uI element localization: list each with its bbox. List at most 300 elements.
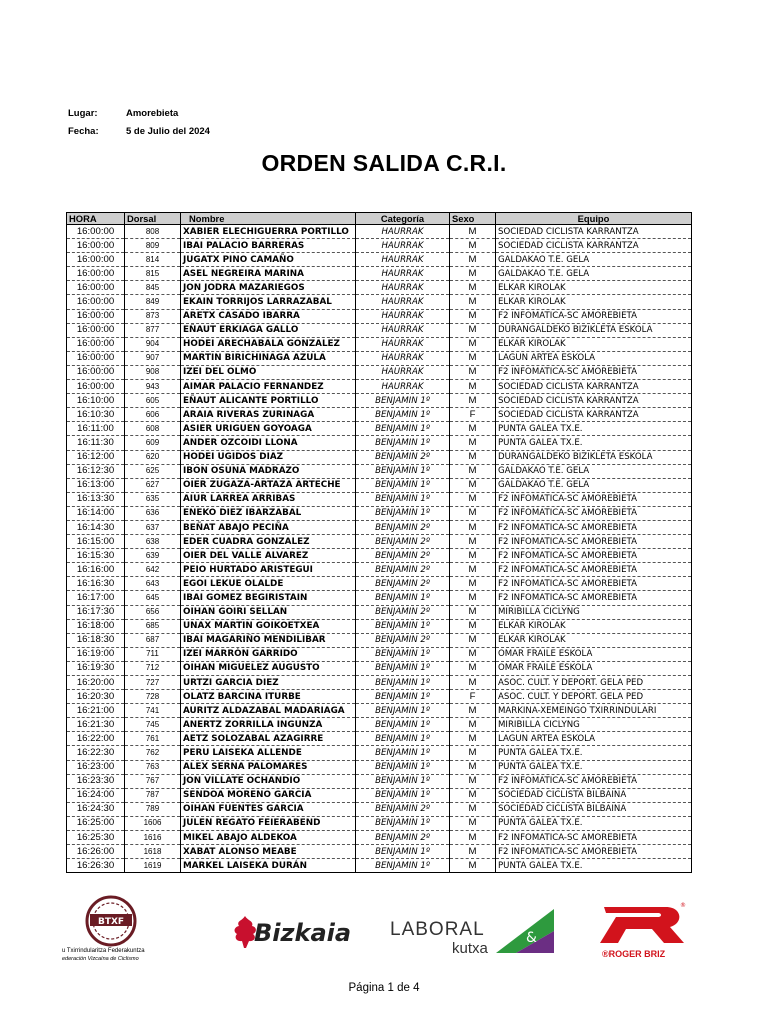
cell-hora: 16:00:00 xyxy=(67,380,125,394)
cell-categoria: BENJAMIN 1º xyxy=(356,647,450,661)
cell-nombre: PERU LAISEKA ALLENDE xyxy=(181,746,356,760)
btxf-logo xyxy=(62,895,192,965)
cell-equipo: GALDAKAO T.E. GELA xyxy=(496,267,692,281)
table-row xyxy=(67,732,692,746)
cell-sexo: M xyxy=(450,295,496,309)
cell-sexo: M xyxy=(450,436,496,450)
cell-hora: 16:22:30 xyxy=(67,746,125,760)
laboral-flag-icon xyxy=(496,909,556,953)
cell-equipo: ELKAR KIROLAK xyxy=(496,619,692,633)
table-row xyxy=(67,788,692,802)
cell-dorsal: 609 xyxy=(125,436,181,450)
cell-categoria: BENJAMIN 1º xyxy=(356,774,450,788)
cell-nombre: ARETX CASADO IBARRA xyxy=(181,309,356,323)
cell-equipo: F2 INFOMATICA-SC AMOREBIETA xyxy=(496,591,692,605)
cell-nombre: ASEL NEGREIRA MARINA xyxy=(181,267,356,281)
cell-dorsal: 656 xyxy=(125,605,181,619)
cell-sexo: M xyxy=(450,619,496,633)
cell-categoria: BENJAMIN 2º xyxy=(356,450,450,464)
svg-text:®: ® xyxy=(680,902,686,909)
cell-equipo: F2 INFOMATICA-SC AMOREBIETA xyxy=(496,520,692,534)
cell-hora: 16:18:30 xyxy=(67,633,125,647)
cell-categoria: BENJAMIN 1º xyxy=(356,661,450,675)
fecha-label: Fecha: xyxy=(68,126,99,137)
cell-categoria: BENJAMIN 1º xyxy=(356,816,450,830)
cell-nombre: JUGATX PINO CAMAÑO xyxy=(181,253,356,267)
cell-equipo: ELKAR KIROLAK xyxy=(496,281,692,295)
cell-nombre: OIER DEL VALLE ALVAREZ xyxy=(181,549,356,563)
cell-dorsal: 908 xyxy=(125,365,181,379)
cell-categoria: HAURRAK xyxy=(356,351,450,365)
cell-nombre: OIHAN FUENTES GARCIA xyxy=(181,802,356,816)
cell-nombre: ENEKO DIEZ IBARZABAL xyxy=(181,506,356,520)
cell-equipo: ASOC. CULT. Y DEPORT. GELA PED xyxy=(496,676,692,690)
cell-hora: 16:13:00 xyxy=(67,478,125,492)
cell-dorsal: 712 xyxy=(125,661,181,675)
table-row xyxy=(67,365,692,379)
table-row xyxy=(67,605,692,619)
cell-sexo: M xyxy=(450,563,496,577)
cell-dorsal: 627 xyxy=(125,478,181,492)
cell-equipo: ELKAR KIROLAK xyxy=(496,633,692,647)
cell-dorsal: 605 xyxy=(125,394,181,408)
cell-categoria: HAURRAK xyxy=(356,295,450,309)
cell-dorsal: 815 xyxy=(125,267,181,281)
cell-sexo: M xyxy=(450,605,496,619)
cell-nombre: XABIER ELECHIGUERRA PORTILLO xyxy=(181,225,356,239)
start-order-table xyxy=(66,212,692,873)
cell-categoria: BENJAMIN 2º xyxy=(356,520,450,534)
table-row xyxy=(67,690,692,704)
cell-equipo: PUNTA GALEA TX.E. xyxy=(496,746,692,760)
cell-nombre: ANDER OZCOIDI LLONA xyxy=(181,436,356,450)
cell-equipo: PUNTA GALEA TX.E. xyxy=(496,422,692,436)
cell-dorsal: 639 xyxy=(125,549,181,563)
cell-hora: 16:00:00 xyxy=(67,225,125,239)
cell-dorsal: 636 xyxy=(125,506,181,520)
cell-categoria: BENJAMIN 1º xyxy=(356,760,450,774)
cell-sexo: M xyxy=(450,760,496,774)
table-row xyxy=(67,816,692,830)
cell-sexo: M xyxy=(450,422,496,436)
cell-equipo: LAGUN ARTEA ESKOLA xyxy=(496,732,692,746)
cell-dorsal: 762 xyxy=(125,746,181,760)
cell-categoria: BENJAMIN 1º xyxy=(356,704,450,718)
cell-dorsal: 687 xyxy=(125,633,181,647)
table-row xyxy=(67,563,692,577)
cell-equipo: F2 INFOMATICA-SC AMOREBIETA xyxy=(496,563,692,577)
cell-hora: 16:10:00 xyxy=(67,394,125,408)
table-row xyxy=(67,859,692,873)
cell-dorsal: 904 xyxy=(125,337,181,351)
cell-equipo: PUNTA GALEA TX.E. xyxy=(496,760,692,774)
cell-categoria: BENJAMIN 1º xyxy=(356,422,450,436)
cell-hora: 16:16:30 xyxy=(67,577,125,591)
cell-categoria: HAURRAK xyxy=(356,380,450,394)
cell-dorsal: 767 xyxy=(125,774,181,788)
cell-hora: 16:15:30 xyxy=(67,549,125,563)
table-row xyxy=(67,774,692,788)
cell-hora: 16:24:00 xyxy=(67,788,125,802)
cell-sexo: M xyxy=(450,816,496,830)
cell-nombre: MIKEL ABAJO ALDEKOA xyxy=(181,831,356,845)
table-row xyxy=(67,633,692,647)
cell-categoria: HAURRAK xyxy=(356,267,450,281)
cell-categoria: BENJAMIN 1º xyxy=(356,478,450,492)
cell-equipo: F2 INFOMATICA-SC AMOREBIETA xyxy=(496,774,692,788)
cell-categoria: BENJAMIN 2º xyxy=(356,802,450,816)
cell-hora: 16:21:00 xyxy=(67,704,125,718)
cell-sexo: M xyxy=(450,365,496,379)
cell-hora: 16:12:30 xyxy=(67,464,125,478)
cell-nombre: EGOI LEKUE OLALDE xyxy=(181,577,356,591)
cell-hora: 16:18:00 xyxy=(67,619,125,633)
cell-hora: 16:00:00 xyxy=(67,281,125,295)
cell-nombre: HODEI UGIDOS DIAZ xyxy=(181,450,356,464)
fecha-row xyxy=(68,126,210,137)
cell-nombre: HODEI ARECHABALA GONZALEZ xyxy=(181,337,356,351)
cell-nombre: ALEX SERNA PALOMARES xyxy=(181,760,356,774)
cell-nombre: AIUR LARREA ARRIBAS xyxy=(181,492,356,506)
cell-categoria: HAURRAK xyxy=(356,239,450,253)
table-row xyxy=(67,464,692,478)
cell-categoria: BENJAMIN 2º xyxy=(356,633,450,647)
cell-equipo: GALDAKAO T.E. GELA xyxy=(496,478,692,492)
cell-dorsal: 745 xyxy=(125,718,181,732)
cell-hora: 16:00:00 xyxy=(67,239,125,253)
table-row xyxy=(67,676,692,690)
cell-nombre: XABAT ALONSO MEABE xyxy=(181,845,356,859)
cell-nombre: OLATZ BARCINA ITURBE xyxy=(181,690,356,704)
table-row xyxy=(67,802,692,816)
cell-hora: 16:26:30 xyxy=(67,859,125,873)
cell-hora: 16:00:00 xyxy=(67,253,125,267)
cell-sexo: M xyxy=(450,394,496,408)
bizkaia-logo xyxy=(232,915,367,955)
cell-sexo: M xyxy=(450,492,496,506)
cell-nombre: SENDOA MORENO GARCIA xyxy=(181,788,356,802)
btxf-emblem-icon xyxy=(76,895,146,947)
cell-dorsal: 761 xyxy=(125,732,181,746)
cell-nombre: AIMAR PALACIO FERNANDEZ xyxy=(181,380,356,394)
cell-equipo: F2 INFOMATICA-SC AMOREBIETA xyxy=(496,831,692,845)
col-hora: HORA xyxy=(67,213,125,225)
cell-hora: 16:19:30 xyxy=(67,661,125,675)
cell-dorsal: 1619 xyxy=(125,859,181,873)
cell-categoria: BENJAMIN 1º xyxy=(356,732,450,746)
cell-hora: 16:11:00 xyxy=(67,422,125,436)
cell-categoria: BENJAMIN 2º xyxy=(356,605,450,619)
cell-nombre: EDER CUADRA GONZALEZ xyxy=(181,535,356,549)
cell-sexo: M xyxy=(450,831,496,845)
cell-sexo: M xyxy=(450,788,496,802)
cell-dorsal: 645 xyxy=(125,591,181,605)
cell-categoria: HAURRAK xyxy=(356,337,450,351)
cell-sexo: M xyxy=(450,802,496,816)
svg-text:&: & xyxy=(526,930,537,946)
cell-nombre: URTZI GARCIA DIEZ xyxy=(181,676,356,690)
cell-categoria: BENJAMIN 1º xyxy=(356,394,450,408)
cell-hora: 16:20:00 xyxy=(67,676,125,690)
table-row xyxy=(67,760,692,774)
table-row xyxy=(67,281,692,295)
cell-equipo: MARKINA-XEMEINGO TXIRRINDULARI xyxy=(496,704,692,718)
cell-dorsal: 625 xyxy=(125,464,181,478)
cell-hora: 16:23:30 xyxy=(67,774,125,788)
cell-sexo: M xyxy=(450,380,496,394)
table-row xyxy=(67,661,692,675)
cell-nombre: AURITZ ALDAZABAL MADARIAGA xyxy=(181,704,356,718)
cell-dorsal: 638 xyxy=(125,535,181,549)
page-footer: Página 1 de 4 xyxy=(348,982,420,994)
roger-briz-logo xyxy=(596,901,696,961)
cell-equipo: ELKAR KIROLAK xyxy=(496,295,692,309)
cell-sexo: M xyxy=(450,267,496,281)
cell-hora: 16:11:30 xyxy=(67,436,125,450)
cell-equipo: PUNTA GALEA TX.E. xyxy=(496,859,692,873)
cell-dorsal: 845 xyxy=(125,281,181,295)
cell-dorsal: 808 xyxy=(125,225,181,239)
cell-sexo: M xyxy=(450,323,496,337)
cell-categoria: BENJAMIN 1º xyxy=(356,845,450,859)
cell-equipo: DURANGALDEKO BIZIKLETA ESKOLA xyxy=(496,323,692,337)
cell-dorsal: 943 xyxy=(125,380,181,394)
cell-hora: 16:25:30 xyxy=(67,831,125,845)
cell-sexo: M xyxy=(450,337,496,351)
cell-sexo: M xyxy=(450,591,496,605)
cell-nombre: JON JODRA MAZARIEGOS xyxy=(181,281,356,295)
cell-sexo: M xyxy=(450,845,496,859)
cell-hora: 16:25:00 xyxy=(67,816,125,830)
cell-sexo: M xyxy=(450,774,496,788)
cell-dorsal: 763 xyxy=(125,760,181,774)
cell-equipo: DURANGALDEKO BIZIKLETA ESKOLA xyxy=(496,450,692,464)
cell-equipo: SOCIEDAD CICLISTA BILBAINA xyxy=(496,788,692,802)
cell-sexo: F xyxy=(450,408,496,422)
cell-categoria: BENJAMIN 1º xyxy=(356,690,450,704)
cell-equipo: SOCIEDAD CICLISTA KARRANTZA xyxy=(496,239,692,253)
btxf-initials: BTXF xyxy=(97,917,125,927)
cell-equipo: MIRIBILLA CICLYNG xyxy=(496,605,692,619)
cell-equipo: LAGUN ARTEA ESKOLA xyxy=(496,351,692,365)
table-row xyxy=(67,704,692,718)
table-row xyxy=(67,394,692,408)
cell-dorsal: 1606 xyxy=(125,816,181,830)
cell-dorsal: 741 xyxy=(125,704,181,718)
cell-categoria: BENJAMIN 2º xyxy=(356,577,450,591)
btxf-line1: u Txirrindularitza Federakuntza xyxy=(62,948,145,954)
cell-nombre: JULEN REGATO FEIERABEND xyxy=(181,816,356,830)
cell-dorsal: 1616 xyxy=(125,831,181,845)
cell-dorsal: 642 xyxy=(125,563,181,577)
cell-sexo: M xyxy=(450,281,496,295)
col-sexo: Sexo xyxy=(450,213,496,225)
cell-sexo: M xyxy=(450,676,496,690)
cell-equipo: F2 INFOMATICA-SC AMOREBIETA xyxy=(496,492,692,506)
laboral-kutxa-logo xyxy=(390,909,560,959)
cell-nombre: UNAX MARTIN GOIKOETXEA xyxy=(181,619,356,633)
table-row xyxy=(67,718,692,732)
cell-equipo: SOCIEDAD CICLISTA BILBAINA xyxy=(496,802,692,816)
table-row xyxy=(67,450,692,464)
sponsor-logos xyxy=(0,895,768,965)
lugar-value: Amorebieta xyxy=(126,108,179,119)
table-row xyxy=(67,746,692,760)
cell-equipo: SOCIEDAD CICLISTA KARRANTZA xyxy=(496,380,692,394)
cell-equipo: SOCIEDAD CICLISTA KARRANTZA xyxy=(496,225,692,239)
kutxa-text: kutxa xyxy=(452,940,488,957)
cell-hora: 16:16:00 xyxy=(67,563,125,577)
cell-categoria: HAURRAK xyxy=(356,365,450,379)
cell-hora: 16:20:30 xyxy=(67,690,125,704)
cell-categoria: BENJAMIN 1º xyxy=(356,676,450,690)
table-header-row xyxy=(67,213,692,225)
col-nombre: Nombre xyxy=(181,213,356,225)
cell-sexo: M xyxy=(450,718,496,732)
cell-categoria: HAURRAK xyxy=(356,253,450,267)
table-row xyxy=(67,239,692,253)
table-row xyxy=(67,549,692,563)
cell-hora: 16:10:30 xyxy=(67,408,125,422)
roger-briz-r-icon xyxy=(596,901,686,945)
cell-categoria: BENJAMIN 1º xyxy=(356,619,450,633)
table-row xyxy=(67,267,692,281)
page-title: ORDEN SALIDA C.R.I. xyxy=(261,150,507,176)
cell-dorsal: 727 xyxy=(125,676,181,690)
laboral-text: LABORAL xyxy=(390,919,485,940)
btxf-line2: ederación Vizcaína de Ciclismo xyxy=(62,956,139,962)
table-row xyxy=(67,422,692,436)
cell-nombre: JON VILLATE OCHANDIO xyxy=(181,774,356,788)
cell-sexo: M xyxy=(450,746,496,760)
cell-equipo: F2 INFOMATICA-SC AMOREBIETA xyxy=(496,577,692,591)
cell-hora: 16:22:00 xyxy=(67,732,125,746)
cell-equipo: SOCIEDAD CICLISTA KARRANTZA xyxy=(496,408,692,422)
cell-dorsal: 907 xyxy=(125,351,181,365)
cell-equipo: MIRIBILLA CICLYNG xyxy=(496,718,692,732)
cell-nombre: OIHAN MIGUELEZ AUGUSTO xyxy=(181,661,356,675)
lugar-row xyxy=(68,108,178,119)
cell-dorsal: 685 xyxy=(125,619,181,633)
cell-nombre: OIER ZUGAZA-ARTAZA ARTECHE xyxy=(181,478,356,492)
cell-hora: 16:00:00 xyxy=(67,309,125,323)
cell-hora: 16:14:30 xyxy=(67,520,125,534)
cell-nombre: MARKEL LAISEKA DURÁN xyxy=(181,859,356,873)
cell-categoria: BENJAMIN 2º xyxy=(356,831,450,845)
cell-categoria: BENJAMIN 2º xyxy=(356,563,450,577)
cell-categoria: BENJAMIN 1º xyxy=(356,408,450,422)
cell-categoria: BENJAMIN 1º xyxy=(356,859,450,873)
cell-dorsal: 606 xyxy=(125,408,181,422)
bizkaia-text: Bizkaia xyxy=(254,919,352,947)
cell-nombre: IBAI GOMEZ BEGIRISTAIN xyxy=(181,591,356,605)
cell-sexo: M xyxy=(450,225,496,239)
cell-nombre: ASIER URIGUEN GOYOAGA xyxy=(181,422,356,436)
cell-equipo: ELKAR KIROLAK xyxy=(496,337,692,351)
col-equipo: Equipo xyxy=(496,213,692,225)
cell-sexo: M xyxy=(450,450,496,464)
cell-hora: 16:17:00 xyxy=(67,591,125,605)
cell-categoria: BENJAMIN 1º xyxy=(356,718,450,732)
cell-dorsal: 787 xyxy=(125,788,181,802)
table-body xyxy=(67,225,692,873)
cell-categoria: BENJAMIN 1º xyxy=(356,464,450,478)
table-row xyxy=(67,647,692,661)
cell-sexo: M xyxy=(450,704,496,718)
cell-hora: 16:23:00 xyxy=(67,760,125,774)
table-row xyxy=(67,351,692,365)
cell-dorsal: 637 xyxy=(125,520,181,534)
cell-equipo: F2 INFOMATICA-SC AMOREBIETA xyxy=(496,365,692,379)
cell-nombre: PEIO HURTADO ARISTEGUI xyxy=(181,563,356,577)
cell-hora: 16:21:30 xyxy=(67,718,125,732)
table-row xyxy=(67,309,692,323)
cell-sexo: M xyxy=(450,661,496,675)
table-row xyxy=(67,408,692,422)
cell-nombre: BEÑAT ABAJO PECIÑA xyxy=(181,520,356,534)
col-categoria: Categoría xyxy=(356,213,450,225)
cell-equipo: GALDAKAO T.E. GELA xyxy=(496,253,692,267)
cell-equipo: ASOC. CULT. Y DEPORT. GELA PED xyxy=(496,690,692,704)
cell-dorsal: 711 xyxy=(125,647,181,661)
roger-briz-name: ROGER BRIZ xyxy=(608,949,666,959)
table-row xyxy=(67,225,692,239)
cell-categoria: BENJAMIN 2º xyxy=(356,549,450,563)
cell-hora: 16:12:00 xyxy=(67,450,125,464)
table-row xyxy=(67,619,692,633)
cell-dorsal: 873 xyxy=(125,309,181,323)
cell-hora: 16:00:00 xyxy=(67,295,125,309)
cell-sexo: M xyxy=(450,520,496,534)
cell-nombre: EÑAUT ALICANTE PORTILLO xyxy=(181,394,356,408)
table-row xyxy=(67,520,692,534)
cell-categoria: BENJAMIN 1º xyxy=(356,506,450,520)
cell-sexo: M xyxy=(450,577,496,591)
cell-categoria: HAURRAK xyxy=(356,323,450,337)
fecha-value: 5 de Julio del 2024 xyxy=(126,126,210,137)
cell-sexo: M xyxy=(450,351,496,365)
table-row xyxy=(67,577,692,591)
cell-equipo: F2 INFOMATICA-SC AMOREBIETA xyxy=(496,506,692,520)
cell-hora: 16:00:00 xyxy=(67,267,125,281)
cell-dorsal: 643 xyxy=(125,577,181,591)
cell-categoria: HAURRAK xyxy=(356,225,450,239)
table-row xyxy=(67,492,692,506)
cell-nombre: AETZ SOLOZABAL AZAGIRRE xyxy=(181,732,356,746)
cell-dorsal: 809 xyxy=(125,239,181,253)
cell-dorsal: 608 xyxy=(125,422,181,436)
table-row xyxy=(67,337,692,351)
cell-nombre: IZEI MARRÓN GARRIDO xyxy=(181,647,356,661)
cell-categoria: HAURRAK xyxy=(356,309,450,323)
cell-equipo: OMAR FRAILE ESKOLA xyxy=(496,661,692,675)
cell-dorsal: 789 xyxy=(125,802,181,816)
cell-sexo: M xyxy=(450,478,496,492)
table-row xyxy=(67,506,692,520)
cell-nombre: EÑAUT ERKIAGA GALLO xyxy=(181,323,356,337)
cell-nombre: IBAI PALACIO BARRERAS xyxy=(181,239,356,253)
table-row xyxy=(67,831,692,845)
cell-categoria: BENJAMIN 1º xyxy=(356,436,450,450)
table-row xyxy=(67,535,692,549)
cell-dorsal: 814 xyxy=(125,253,181,267)
cell-sexo: M xyxy=(450,253,496,267)
cell-hora: 16:13:30 xyxy=(67,492,125,506)
cell-categoria: BENJAMIN 1º xyxy=(356,492,450,506)
cell-nombre: ANERTZ ZORRILLA INGUNZA xyxy=(181,718,356,732)
table-row xyxy=(67,591,692,605)
cell-nombre: IBAI MAGARIÑO MENDILIBAR xyxy=(181,633,356,647)
